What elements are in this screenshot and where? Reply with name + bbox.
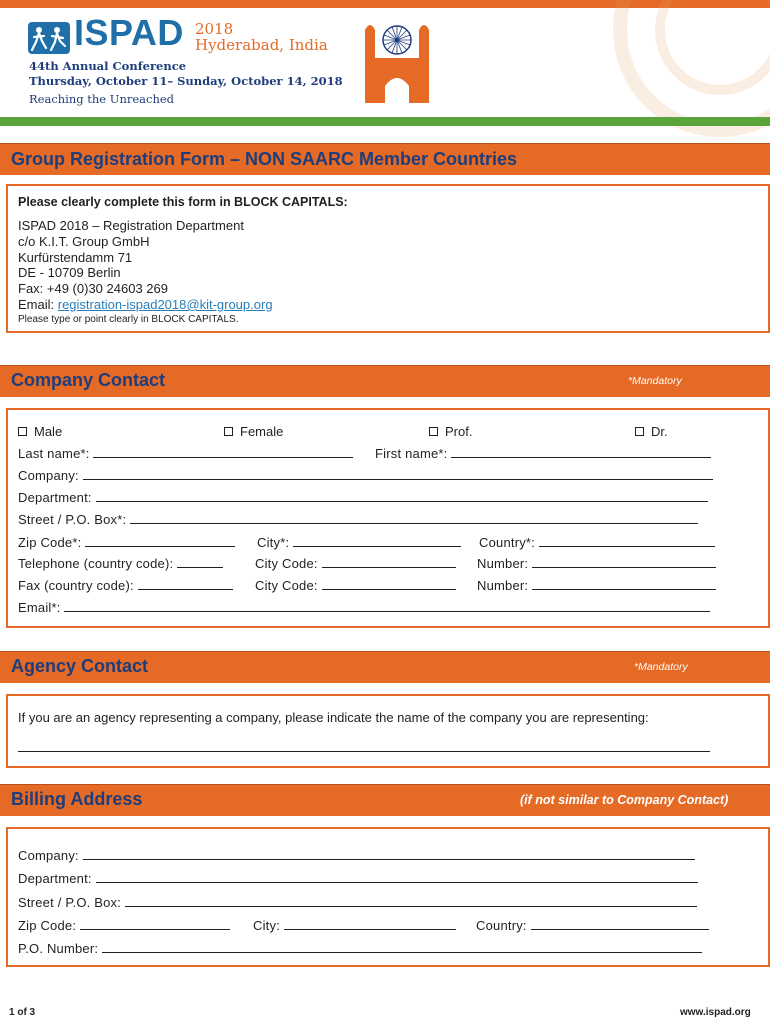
form-title: Group Registration Form – NON SAARC Member Countries xyxy=(11,149,518,169)
instructions-heading: Please clearly complete this form in BLOCK CAPITALS: xyxy=(18,195,348,209)
billing-note: (if not similar to Company Contact) xyxy=(520,793,729,807)
fax-field[interactable]: Fax (country code): xyxy=(18,578,233,593)
department-field[interactable]: Department: xyxy=(18,490,708,505)
billing-street-field[interactable]: Street / P.O. Box: xyxy=(18,895,697,910)
billing-country-field[interactable]: Country: xyxy=(476,918,709,933)
title-prof[interactable]: Prof. xyxy=(429,424,472,439)
charminar-emblem-icon xyxy=(363,20,431,103)
email-line xyxy=(18,297,273,312)
brand-year: 2018 xyxy=(195,20,234,38)
mandatory-note: *Mandatory xyxy=(634,661,688,673)
agency-instructions: If you are an agency representing a company, please indicate the name of the company you are representing: xyxy=(18,710,649,725)
company-contact-bar xyxy=(0,365,770,397)
billing-address-box xyxy=(6,827,770,967)
website-link[interactable]: www.ispad.org xyxy=(680,1007,751,1018)
prof-checkbox[interactable] xyxy=(429,427,438,436)
instructions-note: Please type or point clearly in BLOCK CAPITALS. xyxy=(18,314,239,325)
billing-po-number-field[interactable]: P.O. Number: xyxy=(18,941,702,956)
last-name-field[interactable]: Last name*: xyxy=(18,446,353,461)
email-field[interactable]: Email*: xyxy=(18,600,710,615)
form-title-bar xyxy=(0,143,770,175)
conference-tagline: Reaching the Unreached xyxy=(29,92,175,106)
billing-company-field[interactable]: Company: xyxy=(18,848,695,863)
address-line: DE - 10709 Berlin xyxy=(18,265,121,280)
billing-zip-field[interactable]: Zip Code: xyxy=(18,918,230,933)
telephone-city-code-field[interactable]: City Code: xyxy=(255,556,456,571)
page-number: 1 of 3 xyxy=(9,1007,36,1018)
salutation-female[interactable]: Female xyxy=(224,424,283,439)
address-line: c/o K.I.T. Group GmbH xyxy=(18,234,150,249)
company-contact-title: Company Contact xyxy=(11,370,166,390)
instructions-box xyxy=(6,184,770,333)
billing-city-field[interactable]: City: xyxy=(253,918,456,933)
salutation-male[interactable]: Male xyxy=(18,424,62,439)
address-line: Kurfürstendamm 71 xyxy=(18,250,133,265)
brand-city: Hyderabad, India xyxy=(195,36,328,54)
fax-number-field[interactable]: Number: xyxy=(477,578,716,593)
ispad-figures-icon xyxy=(28,22,70,54)
email-label: Email: xyxy=(18,297,58,312)
mandatory-note: *Mandatory xyxy=(628,375,682,387)
telephone-number-field[interactable]: Number: xyxy=(477,556,716,571)
address-line: Fax: +49 (0)30 24603 269 xyxy=(18,281,168,296)
company-field[interactable]: Company: xyxy=(18,468,713,483)
female-checkbox[interactable] xyxy=(224,427,233,436)
agency-contact-title: Agency Contact xyxy=(11,656,149,676)
company-contact-box xyxy=(6,408,770,628)
agency-contact-box xyxy=(6,694,770,768)
country-field[interactable]: Country*: xyxy=(479,535,715,550)
title-dr[interactable]: Dr. xyxy=(635,424,668,439)
male-checkbox[interactable] xyxy=(18,427,27,436)
first-name-field[interactable]: First name*: xyxy=(375,446,711,461)
dr-checkbox[interactable] xyxy=(635,427,644,436)
city-field[interactable]: City*: xyxy=(257,535,461,550)
address-line: ISPAD 2018 – Registration Department xyxy=(18,218,244,233)
zip-field[interactable]: Zip Code*: xyxy=(18,535,235,550)
agency-company-field[interactable] xyxy=(18,740,710,755)
brand-name: ISPAD xyxy=(74,12,184,53)
billing-department-field[interactable]: Department: xyxy=(18,871,698,886)
telephone-field[interactable]: Telephone (country code): xyxy=(18,556,223,571)
conference-name: 44th Annual Conference xyxy=(29,59,187,73)
billing-address-bar xyxy=(0,784,770,816)
conference-dates: Thursday, October 11– Sunday, October 14, 2018 xyxy=(29,74,343,88)
street-field[interactable]: Street / P.O. Box*: xyxy=(18,512,698,527)
registration-email-link[interactable]: registration-ispad2018@kit-group.org xyxy=(57,297,273,312)
billing-address-title: Billing Address xyxy=(11,789,143,809)
header-divider xyxy=(0,117,770,126)
fax-city-code-field[interactable]: City Code: xyxy=(255,578,456,593)
agency-contact-bar xyxy=(0,651,770,683)
